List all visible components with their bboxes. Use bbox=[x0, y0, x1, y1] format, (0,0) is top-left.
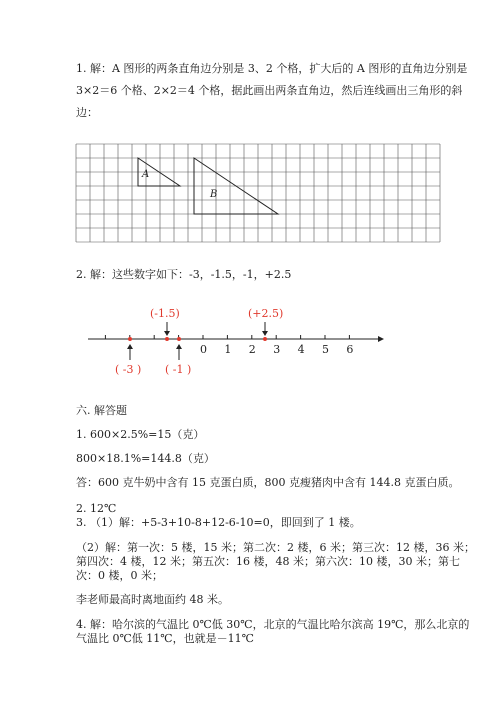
point-neg3 bbox=[128, 337, 132, 341]
s2-line1: 2. 解：这些数字如下：-3，-1.5，-1，+2.5 bbox=[76, 268, 292, 281]
point-neg15 bbox=[165, 337, 169, 341]
s1-line1: 1. 解：A 图形的两条直角边分别是 3、2 个格，扩大后的 A 图形的直角边分别是 bbox=[76, 62, 468, 75]
tick-label: 0 bbox=[200, 343, 207, 356]
label-b: B bbox=[210, 189, 218, 200]
q2: 2. 12℃ bbox=[76, 502, 117, 515]
tick-label: 6 bbox=[346, 343, 354, 356]
label-neg1: ( -1 ) bbox=[165, 363, 192, 376]
q3-2c: 次：0 楼，0 米； bbox=[76, 569, 163, 582]
q3-3: 李老师最高时离地面约 48 米。 bbox=[76, 593, 229, 606]
q1-a: 1. 600×2.5%=15（克） bbox=[76, 428, 205, 441]
s1-line3: 边： bbox=[76, 106, 98, 119]
label-neg15: (-1.5) bbox=[150, 307, 180, 320]
tick-label: 4 bbox=[297, 343, 305, 356]
label-neg3: ( -3 ) bbox=[115, 363, 142, 376]
q1-c: 答：600 克牛奶中含有 15 克蛋白质，800 克瘦猪肉中含有 144.8 克蛋白质。 bbox=[76, 476, 460, 489]
q3-1: 3. （1）解：+5-3+10-8+12-6-10=0，即回到了 1 楼。 bbox=[76, 516, 361, 529]
q4-a: 4. 解：哈尔滨的气温比 0℃低 30℃，北京的气温比哈尔滨高 19℃，那么北京的 bbox=[76, 618, 470, 631]
q3-2b: 第四次：4 楼，12 米；第五次：16 楼，48 米；第六次：10 楼，30 米；第七 bbox=[76, 555, 460, 568]
q4-b: 气温比 0℃低 11℃，也就是－11℃ bbox=[76, 632, 254, 645]
point-pos25 bbox=[263, 337, 267, 341]
q1-b: 800×18.1%=144.8（克） bbox=[76, 452, 215, 465]
q3-2a: （2）解：第一次：5 楼，15 米；第二次：2 楼，6 米；第三次：12 楼，36 米； bbox=[76, 541, 475, 554]
tick-label: 5 bbox=[322, 343, 329, 356]
label-a: A bbox=[142, 169, 150, 180]
tick-label: 1 bbox=[224, 343, 232, 356]
label-pos25: (+2.5) bbox=[248, 307, 284, 320]
tick-label: 3 bbox=[273, 343, 281, 356]
tick-label: 2 bbox=[248, 343, 256, 356]
s1-line2: 3×2＝6 个格、2×2＝4 个格，据此画出两条直角边，然后连线画出三角形的斜 bbox=[76, 84, 463, 97]
s6-heading: 六. 解答题 bbox=[76, 404, 127, 417]
point-neg1 bbox=[177, 337, 181, 341]
